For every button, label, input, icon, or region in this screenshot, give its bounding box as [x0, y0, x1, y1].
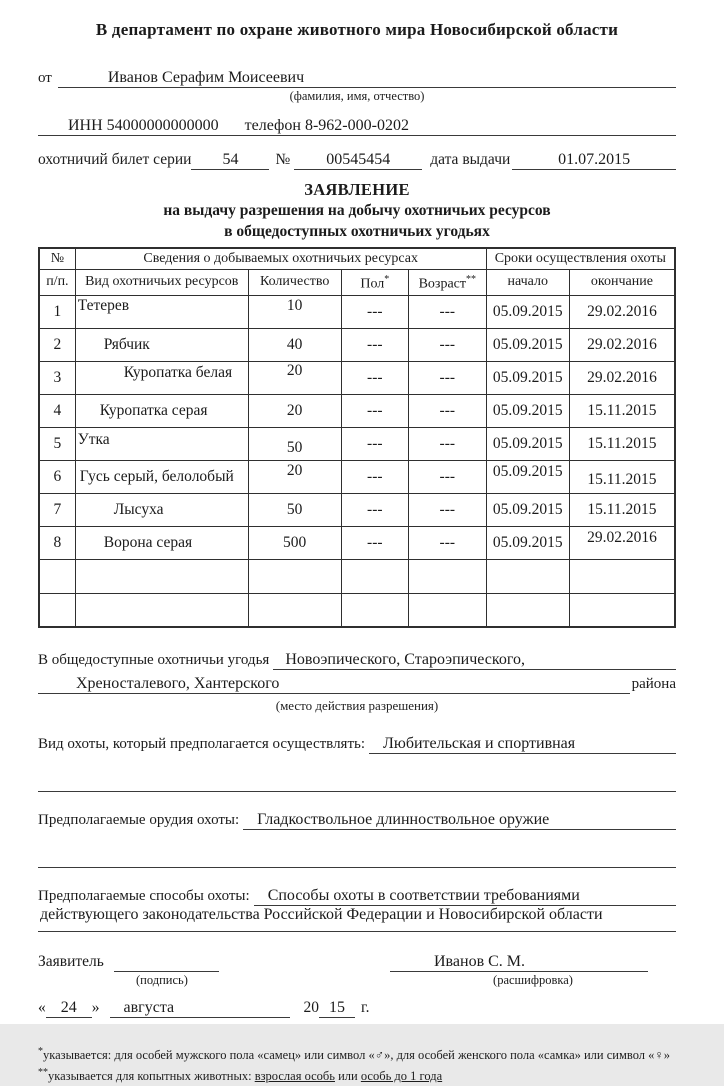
- ticket-label: охотничий билет серии: [38, 151, 192, 168]
- resources-table: [38, 247, 676, 628]
- signature-row: [38, 948, 676, 972]
- cell-qty: 500: [248, 526, 341, 559]
- cell-end: 15.11.2015: [569, 394, 675, 427]
- from-label: от: [38, 70, 52, 86]
- cell-qty: 50: [248, 493, 341, 526]
- hunt-type-label: Вид охоты, который предполагается осуществлять:: [38, 736, 366, 753]
- table-row: [39, 460, 675, 493]
- methods-row: [38, 880, 676, 906]
- inn-value: ИНН 54000000000000: [68, 117, 219, 134]
- applicant-name-field: Иванов Серафим Моисеевич: [58, 69, 676, 88]
- table-row: [39, 328, 675, 361]
- table-row: [39, 394, 675, 427]
- cell-age: ---: [409, 394, 487, 427]
- year-prefix: 20: [303, 999, 319, 1017]
- cell-n: 8: [39, 526, 75, 559]
- cell-species: Куропатка белая: [75, 361, 248, 394]
- cell-age: ---: [409, 460, 487, 493]
- number-sign: №: [275, 151, 291, 168]
- cell-qty: 50: [248, 427, 341, 460]
- cell-empty: [341, 559, 408, 593]
- cell-start: 05.09.2015: [486, 361, 569, 394]
- header-start: начало: [486, 270, 569, 296]
- cell-n: 4: [39, 394, 75, 427]
- table-row-empty: [39, 559, 675, 593]
- grounds-field-line1: Новоэпического, Староэпического,: [273, 651, 676, 670]
- fio-caption: (фамилия, имя, отчество): [289, 89, 425, 103]
- cell-empty: [569, 559, 675, 593]
- place-caption: (место действия разрешения): [275, 698, 439, 714]
- hunting-grounds-row: [38, 646, 676, 670]
- cell-species: Куропатка серая: [75, 394, 248, 427]
- grounds-label: В общедоступные охотничьи угодья: [38, 652, 270, 669]
- age-footnote-mark: **: [466, 274, 476, 285]
- footnote-sex: *указывается: для особей мужского пола «самец» или символ «♂», для особей женского пола «самка» или символ «♀»: [38, 1046, 671, 1063]
- cell-n: 5: [39, 427, 75, 460]
- cell-qty: 40: [248, 328, 341, 361]
- header-age: Возраст**: [409, 270, 487, 296]
- cell-empty: [486, 559, 569, 593]
- phone-value: телефон 8-962-000-0202: [244, 117, 409, 134]
- document-title: ЗАЯВЛЕНИЕ: [304, 180, 410, 199]
- table-row: [39, 493, 675, 526]
- cell-start: 05.09.2015: [486, 328, 569, 361]
- ticket-number-field: 00545454: [294, 151, 422, 170]
- signature-caption: (подпись): [136, 973, 188, 988]
- header-group-terms: Сроки осуществления охоты: [486, 248, 675, 270]
- table-row-empty: [39, 593, 675, 627]
- cell-end: 29.02.2016: [569, 295, 675, 328]
- date-row: [38, 992, 676, 1018]
- adult-underlined: взрослая особь: [254, 1069, 335, 1084]
- header-quantity: Количество: [248, 270, 341, 296]
- cell-start: 05.09.2015: [486, 427, 569, 460]
- cell-qty: 20: [248, 394, 341, 427]
- blank-line-2: [38, 842, 676, 868]
- cell-empty: [39, 559, 75, 593]
- issue-date-field: 01.07.2015: [512, 151, 676, 170]
- year-suffix: г.: [361, 999, 370, 1017]
- cell-empty: [486, 593, 569, 627]
- header-species: Вид охотничьих ресурсов: [75, 270, 248, 296]
- quote-open: «: [38, 999, 46, 1017]
- cell-n: 3: [39, 361, 75, 394]
- hunt-type-row: [38, 728, 676, 754]
- cell-species: Тетерев: [75, 295, 248, 328]
- cell-species: Лысуха: [75, 493, 248, 526]
- methods-field-line1: Способы охоты в соответствии требованиями: [254, 887, 676, 906]
- young-underlined: особь до 1 года: [360, 1069, 443, 1084]
- cell-qty: 10: [248, 295, 341, 328]
- signature-captions: [38, 973, 676, 988]
- applicant-name-row: [38, 66, 676, 88]
- cell-age: ---: [409, 493, 487, 526]
- header-group-resources: Сведения о добываемых охотничьих ресурсах: [75, 248, 486, 270]
- cell-sex: ---: [341, 526, 408, 559]
- methods-label: Предполагаемые способы охоты:: [38, 888, 250, 905]
- weapons-row: [38, 804, 676, 830]
- quote-close: »: [91, 999, 100, 1017]
- cell-empty: [409, 559, 487, 593]
- year-field: 15: [319, 999, 355, 1018]
- cell-species: Гусь серый, белолобый: [75, 460, 248, 493]
- cell-age: ---: [409, 328, 487, 361]
- cell-sex: ---: [341, 295, 408, 328]
- month-field: августа: [110, 999, 290, 1018]
- decryption-caption: (расшифровка): [493, 973, 573, 988]
- cell-n: 6: [39, 460, 75, 493]
- cell-start: 05.09.2015: [486, 295, 569, 328]
- cell-start: 05.09.2015: [486, 526, 569, 559]
- document-subtitle-1: на выдачу разрешения на добычу охотничьих ресурсов: [163, 202, 551, 219]
- cell-n: 1: [39, 295, 75, 328]
- cell-age: ---: [409, 427, 487, 460]
- cell-age: ---: [409, 361, 487, 394]
- header-no-top: №: [39, 248, 75, 270]
- issue-date-label: дата выдачи: [430, 151, 511, 168]
- cell-species: Утка: [75, 427, 248, 460]
- cell-end: 15.11.2015: [569, 493, 675, 526]
- resources-table-body: [39, 295, 675, 627]
- cell-n: 2: [39, 328, 75, 361]
- district-label: района: [631, 676, 676, 693]
- header-sex: Пол*: [341, 270, 408, 296]
- cell-start: 05.09.2015: [486, 493, 569, 526]
- methods-field-line2: действующего законодательства Российской Федерации и Новосибирской области: [38, 906, 676, 932]
- cell-empty: [75, 559, 248, 593]
- cell-empty: [341, 593, 408, 627]
- cell-start: 05.09.2015: [486, 460, 569, 493]
- cell-empty: [569, 593, 675, 627]
- hunt-type-field: Любительская и спортивная: [369, 735, 676, 754]
- signature-field: [114, 971, 219, 972]
- header-no-bottom: п/п.: [39, 270, 75, 296]
- table-row: [39, 361, 675, 394]
- grounds-field-line2: Хреносталевого, Хантерского: [38, 675, 630, 694]
- cell-empty: [39, 593, 75, 627]
- cell-empty: [409, 593, 487, 627]
- recipient-line: В департамент по охране животного мира Новосибирской области: [95, 20, 619, 39]
- blank-line-1: [38, 766, 676, 792]
- cell-qty: 20: [248, 460, 341, 493]
- name-decryption-field: Иванов С. М.: [390, 953, 648, 972]
- table-row: [39, 295, 675, 328]
- cell-end: 29.02.2016: [569, 328, 675, 361]
- cell-end: 29.02.2016: [569, 526, 675, 559]
- header-end: окончание: [569, 270, 675, 296]
- cell-qty: 20: [248, 361, 341, 394]
- document-subtitle-2: в общедоступных охотничьих угодьях: [224, 223, 490, 240]
- table-header-row-1: [39, 248, 675, 270]
- cell-empty: [75, 593, 248, 627]
- footnotes: [38, 1044, 676, 1086]
- cell-end: 15.11.2015: [569, 460, 675, 493]
- ticket-series-field: 54: [191, 151, 269, 170]
- cell-empty: [248, 593, 341, 627]
- cell-sex: ---: [341, 394, 408, 427]
- table-row: [39, 526, 675, 559]
- cell-sex: ---: [341, 328, 408, 361]
- cell-species: Рябчик: [75, 328, 248, 361]
- hunting-ticket-row: [38, 144, 676, 170]
- footnote-age: **указывается для копытных животных: взрослая особь или особь до 1 года: [38, 1067, 443, 1084]
- cell-sex: ---: [341, 427, 408, 460]
- table-row: [39, 427, 675, 460]
- cell-n: 7: [39, 493, 75, 526]
- cell-start: 05.09.2015: [486, 394, 569, 427]
- cell-sex: ---: [341, 361, 408, 394]
- cell-end: 29.02.2016: [569, 361, 675, 394]
- cell-end: 15.11.2015: [569, 427, 675, 460]
- sex-footnote-mark: *: [384, 274, 390, 285]
- weapons-field: Гладкоствольное длинноствольное оружие: [243, 811, 676, 830]
- cell-age: ---: [409, 526, 487, 559]
- cell-age: ---: [409, 295, 487, 328]
- inn-phone-row: [38, 112, 676, 136]
- table-header-row-2: [39, 270, 675, 296]
- cell-empty: [248, 559, 341, 593]
- applicant-label: Заявитель: [38, 953, 104, 971]
- day-field: 24: [46, 999, 92, 1018]
- cell-species: Ворона серая: [75, 526, 248, 559]
- weapons-label: Предполагаемые орудия охоты:: [38, 812, 240, 829]
- cell-sex: ---: [341, 460, 408, 493]
- cell-sex: ---: [341, 493, 408, 526]
- hunting-grounds-row-2: [38, 670, 676, 694]
